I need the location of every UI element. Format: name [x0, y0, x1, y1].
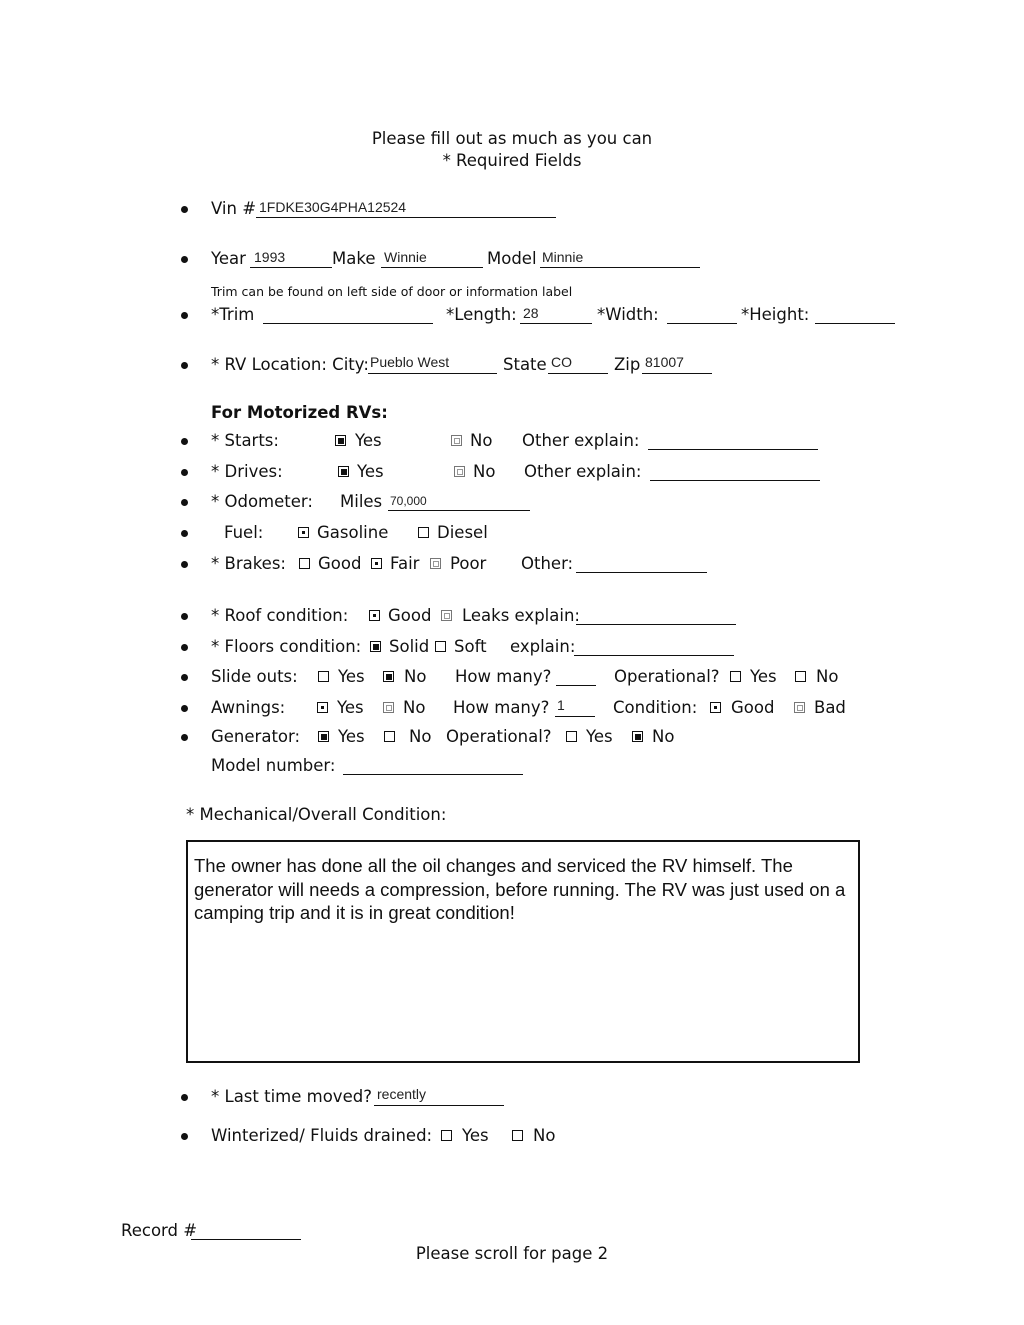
bullet — [181, 312, 188, 319]
starts-no-label: No — [470, 431, 493, 450]
state-label: State — [503, 355, 547, 374]
bullet — [181, 469, 188, 476]
height-label: *Height: — [741, 305, 810, 324]
awnings-no-label: No — [403, 698, 426, 717]
starts-no-checkbox[interactable] — [451, 435, 462, 446]
bullet — [181, 1133, 188, 1140]
awnings-bad-label: Bad — [814, 698, 846, 717]
floors-explain-field[interactable] — [574, 655, 734, 656]
roof-leaks-checkbox[interactable] — [441, 610, 452, 621]
slide-outs-no-label: No — [404, 667, 427, 686]
scroll-note: Please scroll for page 2 — [415, 1244, 609, 1263]
roof-good-label: Good — [388, 606, 432, 625]
model-field[interactable] — [540, 267, 700, 268]
awnings-bad-checkbox[interactable] — [794, 702, 805, 713]
year-field[interactable] — [250, 267, 332, 268]
roof-label: * Roof condition: — [211, 606, 349, 625]
bullet — [181, 705, 188, 712]
awnings-how-many-field[interactable] — [555, 716, 595, 717]
length-value: 28 — [523, 305, 539, 321]
drives-other-label: Other explain: — [524, 462, 642, 481]
year-label: Year — [211, 249, 246, 268]
slide-outs-op-no-checkbox[interactable] — [795, 671, 806, 682]
drives-other-field[interactable] — [650, 480, 820, 481]
generator-model-field[interactable] — [343, 774, 523, 775]
drives-label: * Drives: — [211, 462, 283, 481]
instruction-text: Please fill out as much as you can — [371, 129, 653, 148]
make-label: Make — [332, 249, 376, 268]
starts-other-field[interactable] — [648, 449, 818, 450]
floors-label: * Floors condition: — [211, 637, 362, 656]
awnings-label: Awnings: — [211, 698, 286, 717]
roof-good-checkbox[interactable] — [369, 610, 380, 621]
roof-leaks-field[interactable] — [576, 624, 736, 625]
slide-outs-label: Slide outs: — [211, 667, 298, 686]
zip-value: 81007 — [645, 354, 684, 370]
miles-label: Miles — [340, 492, 383, 511]
starts-other-label: Other explain: — [522, 431, 640, 450]
mechanical-condition-text: The owner has done all the oil changes and serviced the RV himself. The generator will needs a compression, before running. The RV was just used on a camping trip and it is in great condition! — [194, 855, 846, 923]
generator-op-no-checkbox[interactable] — [632, 731, 643, 742]
mechanical-condition-textarea[interactable] — [186, 840, 860, 1063]
last-moved-label: * Last time moved? — [211, 1087, 372, 1106]
city-label: * RV Location: City: — [211, 355, 369, 374]
awnings-yes-label: Yes — [337, 698, 364, 717]
brakes-fair-checkbox[interactable] — [371, 558, 382, 569]
awnings-how-many-label: How many? — [453, 698, 550, 717]
brakes-other-label: Other: — [521, 554, 574, 573]
drives-yes-checkbox[interactable] — [338, 466, 349, 477]
awnings-no-checkbox[interactable] — [383, 702, 394, 713]
drives-yes-label: Yes — [357, 462, 384, 481]
fuel-diesel-checkbox[interactable] — [418, 527, 429, 538]
slide-outs-no-checkbox[interactable] — [383, 671, 394, 682]
slide-outs-yes-checkbox[interactable] — [318, 671, 329, 682]
height-field[interactable] — [815, 323, 895, 324]
trim-field[interactable] — [263, 323, 433, 324]
width-label: *Width: — [597, 305, 659, 324]
bullet — [181, 256, 188, 263]
length-label: *Length: — [446, 305, 517, 324]
awnings-good-label: Good — [731, 698, 775, 717]
odometer-label: * Odometer: — [211, 492, 313, 511]
slide-outs-operational-label: Operational? — [614, 667, 720, 686]
year-value: 1993 — [254, 249, 286, 265]
generator-yes-label: Yes — [338, 727, 365, 746]
generator-no-label: No — [409, 727, 432, 746]
generator-op-yes-checkbox[interactable] — [566, 731, 577, 742]
record-label: Record # — [121, 1221, 198, 1240]
vin-label: Vin # — [211, 199, 257, 218]
mechanical-label: * Mechanical/Overall Condition: — [186, 805, 447, 824]
make-field[interactable] — [381, 267, 483, 268]
model-label: Model — [487, 249, 537, 268]
brakes-poor-label: Poor — [450, 554, 487, 573]
last-moved-field[interactable] — [374, 1105, 504, 1106]
brakes-other-field[interactable] — [576, 572, 707, 573]
starts-yes-checkbox[interactable] — [335, 435, 346, 446]
miles-value: 70,000 — [390, 494, 427, 508]
zip-field[interactable] — [642, 373, 712, 374]
brakes-poor-checkbox[interactable] — [430, 558, 441, 569]
drives-no-checkbox[interactable] — [454, 466, 465, 477]
roof-leaks-label: Leaks explain: — [462, 606, 580, 625]
winterized-yes-checkbox[interactable] — [441, 1130, 452, 1141]
trim-label: *Trim — [211, 305, 255, 324]
bullet — [181, 674, 188, 681]
starts-yes-label: Yes — [355, 431, 382, 450]
starts-label: * Starts: — [211, 431, 279, 450]
bullet — [181, 530, 188, 537]
drives-no-label: No — [473, 462, 496, 481]
fuel-label: Fuel: — [224, 523, 264, 542]
slide-outs-how-many-label: How many? — [455, 667, 552, 686]
state-value: CO — [551, 354, 572, 370]
winterized-no-label: No — [533, 1126, 556, 1145]
generator-model-label: Model number: — [211, 756, 336, 775]
floors-soft-label: Soft — [454, 637, 487, 656]
generator-yes-checkbox[interactable] — [318, 731, 329, 742]
required-note: * Required Fields — [442, 151, 582, 170]
make-value: Winnie — [384, 249, 427, 265]
fuel-gasoline-checkbox[interactable] — [298, 527, 309, 538]
awnings-good-checkbox[interactable] — [710, 702, 721, 713]
generator-no-checkbox[interactable] — [384, 731, 395, 742]
bullet — [181, 734, 188, 741]
bullet — [181, 613, 188, 620]
trim-note: Trim can be found on left side of door or information label — [211, 284, 573, 299]
brakes-good-checkbox[interactable] — [299, 558, 310, 569]
zip-label: Zip — [614, 355, 641, 374]
bullet — [181, 438, 188, 445]
winterized-label: Winterized/ Fluids drained: — [211, 1126, 433, 1145]
vin-field[interactable] — [256, 217, 556, 218]
floors-explain-label: explain: — [510, 637, 576, 656]
bullet — [181, 561, 188, 568]
length-field[interactable] — [520, 323, 592, 324]
slide-outs-yes-label: Yes — [338, 667, 365, 686]
slide-outs-op-yes-checkbox[interactable] — [730, 671, 741, 682]
floors-soft-checkbox[interactable] — [435, 641, 446, 652]
last-moved-value: recently — [377, 1086, 427, 1102]
awnings-how-many-value: 1 — [557, 697, 565, 713]
city-value: Pueblo West — [370, 354, 450, 370]
bullet — [181, 206, 188, 213]
floors-solid-label: Solid — [389, 637, 430, 656]
record-field[interactable] — [191, 1239, 301, 1240]
slide-outs-how-many-field[interactable] — [556, 685, 596, 686]
slide-outs-op-yes-label: Yes — [750, 667, 777, 686]
generator-label: Generator: — [211, 727, 301, 746]
floors-solid-checkbox[interactable] — [370, 641, 381, 652]
generator-op-yes-label: Yes — [586, 727, 613, 746]
model-value: Minnie — [542, 249, 584, 265]
width-field[interactable] — [667, 323, 737, 324]
fuel-gasoline-label: Gasoline — [317, 523, 389, 542]
winterized-no-checkbox[interactable] — [512, 1130, 523, 1141]
brakes-label: * Brakes: — [211, 554, 286, 573]
fuel-diesel-label: Diesel — [437, 523, 488, 542]
city-field[interactable] — [368, 373, 497, 374]
bullet — [181, 362, 188, 369]
miles-field[interactable] — [388, 510, 530, 511]
awnings-yes-checkbox[interactable] — [317, 702, 328, 713]
generator-op-no-label: No — [652, 727, 675, 746]
bullet — [181, 644, 188, 651]
vin-value: 1FDKE30G4PHA12524 — [259, 199, 407, 215]
bullet — [181, 1094, 188, 1101]
state-field[interactable] — [548, 373, 608, 374]
slide-outs-op-no-label: No — [816, 667, 839, 686]
awnings-condition-label: Condition: — [613, 698, 698, 717]
brakes-fair-label: Fair — [390, 554, 420, 573]
bullet — [181, 499, 188, 506]
brakes-good-label: Good — [318, 554, 362, 573]
motorized-heading: For Motorized RVs: — [211, 403, 388, 422]
generator-operational-label: Operational? — [446, 727, 552, 746]
winterized-yes-label: Yes — [462, 1126, 489, 1145]
